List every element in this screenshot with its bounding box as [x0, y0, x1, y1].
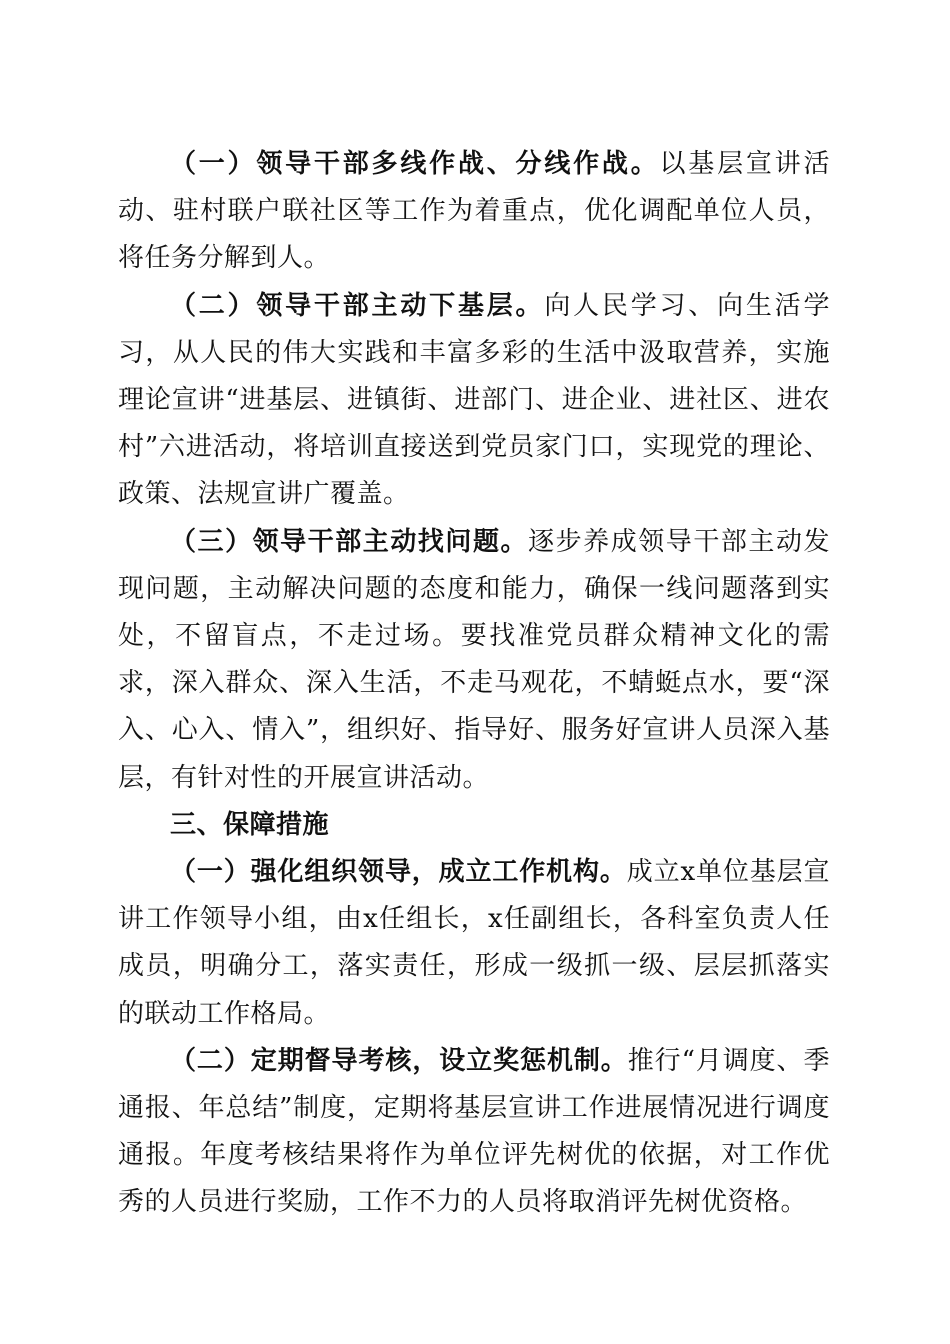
- paragraph-3-text: 逐步养成领导干部主动发现问题，主动解决问题的态度和能力，确保一线问题落到实处，不留盲点，不走过场。要找准党员群众精神文化的需求，深入群众、深入生活，不走马观花，不蜻蜓点水，要“深入、心入、情入”，组织好、指导好、服务好宣讲人员深入基层，有针对性的开展宣讲活动。: [118, 526, 830, 793]
- paragraph-4-lead: （一）强化组织领导，成立工作机构。: [170, 857, 627, 888]
- paragraph-2: [118, 283, 830, 519]
- paragraph-2-lead: （二）领导干部主动下基层。: [170, 290, 545, 321]
- paragraph-2-text: 向人民学习、向生活学习，从人民的伟大实践和丰富多彩的生活中汲取营养，实施理论宣讲“进基层、进镇街、进部门、进企业、进社区、进农村”六进活动，将培训直接送到党员家门口，实现党的理论、政策、法规宣讲广覆盖。: [118, 290, 830, 510]
- paragraph-1-lead: （一）领导干部多线作战、分线作战。: [170, 149, 660, 179]
- paragraph-1-text: 以基层宣讲活动、驻村联户联社区等工作为着重点，优化调配单位人员，将任务分解到人。: [118, 149, 830, 274]
- paragraph-1: [118, 141, 830, 283]
- paragraph-5-lead: （二）定期督导考核，设立奖惩机制。: [170, 1045, 628, 1076]
- paragraph-4-text: 成立x单位基层宣讲工作领导小组，由x任组长，x任副组长，各科室负责人任成员，明确分工，落实责任，形成一级抓一级、层层抓落实的联动工作格局。: [118, 857, 830, 1029]
- paragraph-5: [118, 1038, 830, 1227]
- paragraph-4: [118, 849, 830, 1038]
- section-heading: 三、保障措施: [170, 809, 330, 840]
- paragraph-3: [118, 519, 830, 802]
- document-page: [118, 141, 830, 1227]
- paragraph-3-lead: （三）领导干部主动找问题。: [170, 526, 529, 557]
- paragraph-5-text: 推行“月调度、季通报、年总结”制度，定期将基层宣讲工作进展情况进行调度通报。年度考核结果将作为单位评先树优的依据，对工作优秀的人员进行奖励，工作不力的人员将取消评先树优资格。: [118, 1045, 830, 1218]
